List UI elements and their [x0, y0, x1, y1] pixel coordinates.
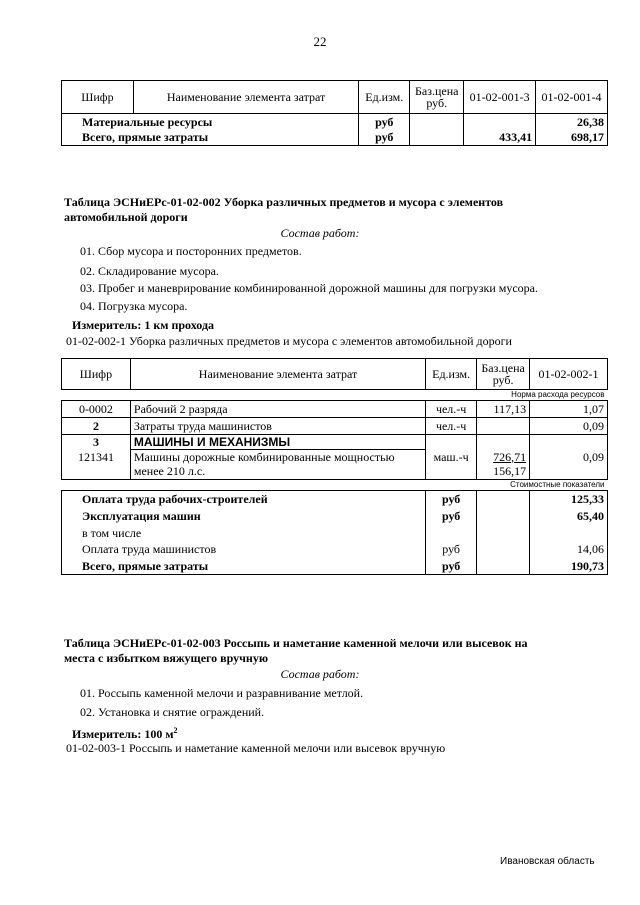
row-name	[130, 450, 425, 480]
header-col-4: 01-02-001-4	[536, 81, 608, 114]
row-unit: чел.-ч	[426, 418, 477, 435]
page-number: 22	[313, 34, 327, 49]
title-line: Таблица ЭСНиЕРс-01-02-003 Россыпь и наметание каменной мелочи или высевок на	[64, 636, 528, 650]
header-code: Шифр	[62, 359, 131, 390]
table-row: в том числе	[62, 525, 426, 541]
header-col-1: 01-02-002-1	[530, 359, 608, 390]
title-line: Таблица ЭСНиЕРс-01-02-002 Уборка различных предметов и мусора с элементов	[64, 195, 504, 209]
measure-superscript: 2	[173, 726, 178, 735]
row-unit: руб	[426, 558, 477, 575]
table-row: 3	[62, 435, 131, 450]
row-value: 190,73	[530, 558, 608, 575]
table-row: 121341	[62, 450, 131, 480]
header-price: Баз.цена руб.	[410, 81, 464, 114]
row-name: Рабочий 2 разряда	[130, 401, 425, 418]
title-line: автомобильной дороги	[64, 210, 188, 224]
row-unit: руб	[426, 508, 477, 525]
header-unit: Ед.изм.	[359, 81, 410, 114]
table-01-02-001	[61, 80, 608, 146]
cost-label: Стоимостные показатели	[62, 480, 608, 491]
table-row: Оплата труда машинистов	[62, 541, 426, 558]
row-value: 125,33	[530, 491, 608, 508]
row-value-3: 433,41	[464, 130, 536, 146]
section-title-01-02-002	[64, 195, 503, 225]
work-step: 04. Погрузка мусора.	[80, 299, 188, 313]
row-value: 0,09	[530, 418, 608, 435]
composition-label: Состав работ:	[280, 667, 360, 681]
table-row: Материальные ресурсы	[62, 114, 359, 130]
row-value: 1,07	[530, 401, 608, 418]
row-price	[477, 450, 530, 480]
norm-label: Норма расхода ресурсов	[62, 390, 608, 401]
row-unit: маш.-ч	[426, 450, 477, 480]
header-name: Наименование элемента затрат	[130, 359, 425, 390]
header-price: Баз.цена руб.	[477, 359, 530, 390]
work-step: 02. Установка и снятие ограждений.	[80, 705, 265, 719]
row-name-line: Машины дорожные комбинированные мощностью	[133, 450, 395, 464]
row-price	[477, 418, 530, 435]
table-row: 0-0002	[62, 401, 131, 418]
work-step: 01. Россыпь каменной мелочи и разравнивание метлой.	[80, 686, 364, 700]
row-name-line: менее 210 л.с.	[133, 464, 206, 478]
work-step: 02. Складирование мусора.	[80, 264, 219, 278]
row-price: 117,13	[477, 401, 530, 418]
row-value-4: 26,38	[536, 114, 608, 130]
row-unit: чел.-ч	[426, 401, 477, 418]
measure-unit: Измеритель: 1 км прохода	[72, 318, 215, 332]
row-value: 14,06	[530, 541, 608, 558]
measure-unit	[72, 723, 178, 742]
row-name: МАШИНЫ И МЕХАНИЗМЫ	[130, 435, 425, 450]
row-price	[410, 130, 464, 146]
header-col-3: 01-02-001-3	[464, 81, 536, 114]
row-unit: руб	[359, 114, 410, 130]
price-line: 156,17	[493, 463, 527, 478]
row-unit: руб	[426, 491, 477, 508]
code-line: 01-02-002-1 Уборка различных предметов и мусора с элементов автомобильной дороги	[66, 334, 512, 348]
footer-region: Ивановская область	[500, 856, 595, 867]
row-value: 0,09	[530, 450, 608, 480]
header-code: Шифр	[62, 81, 134, 114]
row-name: Затраты труда машинистов	[130, 418, 425, 435]
work-step: 01. Сбор мусора и посторонних предметов.	[80, 244, 302, 258]
row-unit: руб	[359, 130, 410, 146]
price-line: 726,71	[493, 449, 527, 464]
code-line: 01-02-003-1 Россыпь и наметание каменной мелочи или высевок вручную	[66, 741, 446, 755]
table-01-02-002	[61, 358, 608, 575]
work-step: 03. Пробег и маневрирование комбинированной дорожной машины для погрузки мусора.	[80, 281, 538, 295]
table-row: 2	[62, 418, 131, 435]
header-name: Наименование элемента затрат	[133, 81, 358, 114]
row-value-4: 698,17	[536, 130, 608, 146]
table-row: Эксплуатация машин	[62, 508, 426, 525]
row-value-3	[464, 114, 536, 130]
measure-text: Измеритель: 100 м	[72, 727, 174, 741]
composition-label: Состав работ:	[280, 226, 360, 240]
row-price	[410, 114, 464, 130]
title-line: места с избытком вяжущего вручную	[64, 651, 269, 665]
section-title-01-02-003	[64, 636, 528, 666]
table-row: Всего, прямые затраты	[62, 558, 426, 575]
header-unit: Ед.изм.	[426, 359, 477, 390]
table-row: Всего, прямые затраты	[62, 130, 359, 146]
row-unit: руб	[426, 541, 477, 558]
row-value: 65,40	[530, 508, 608, 525]
table-row: Оплата труда рабочих-строителей	[62, 491, 426, 508]
